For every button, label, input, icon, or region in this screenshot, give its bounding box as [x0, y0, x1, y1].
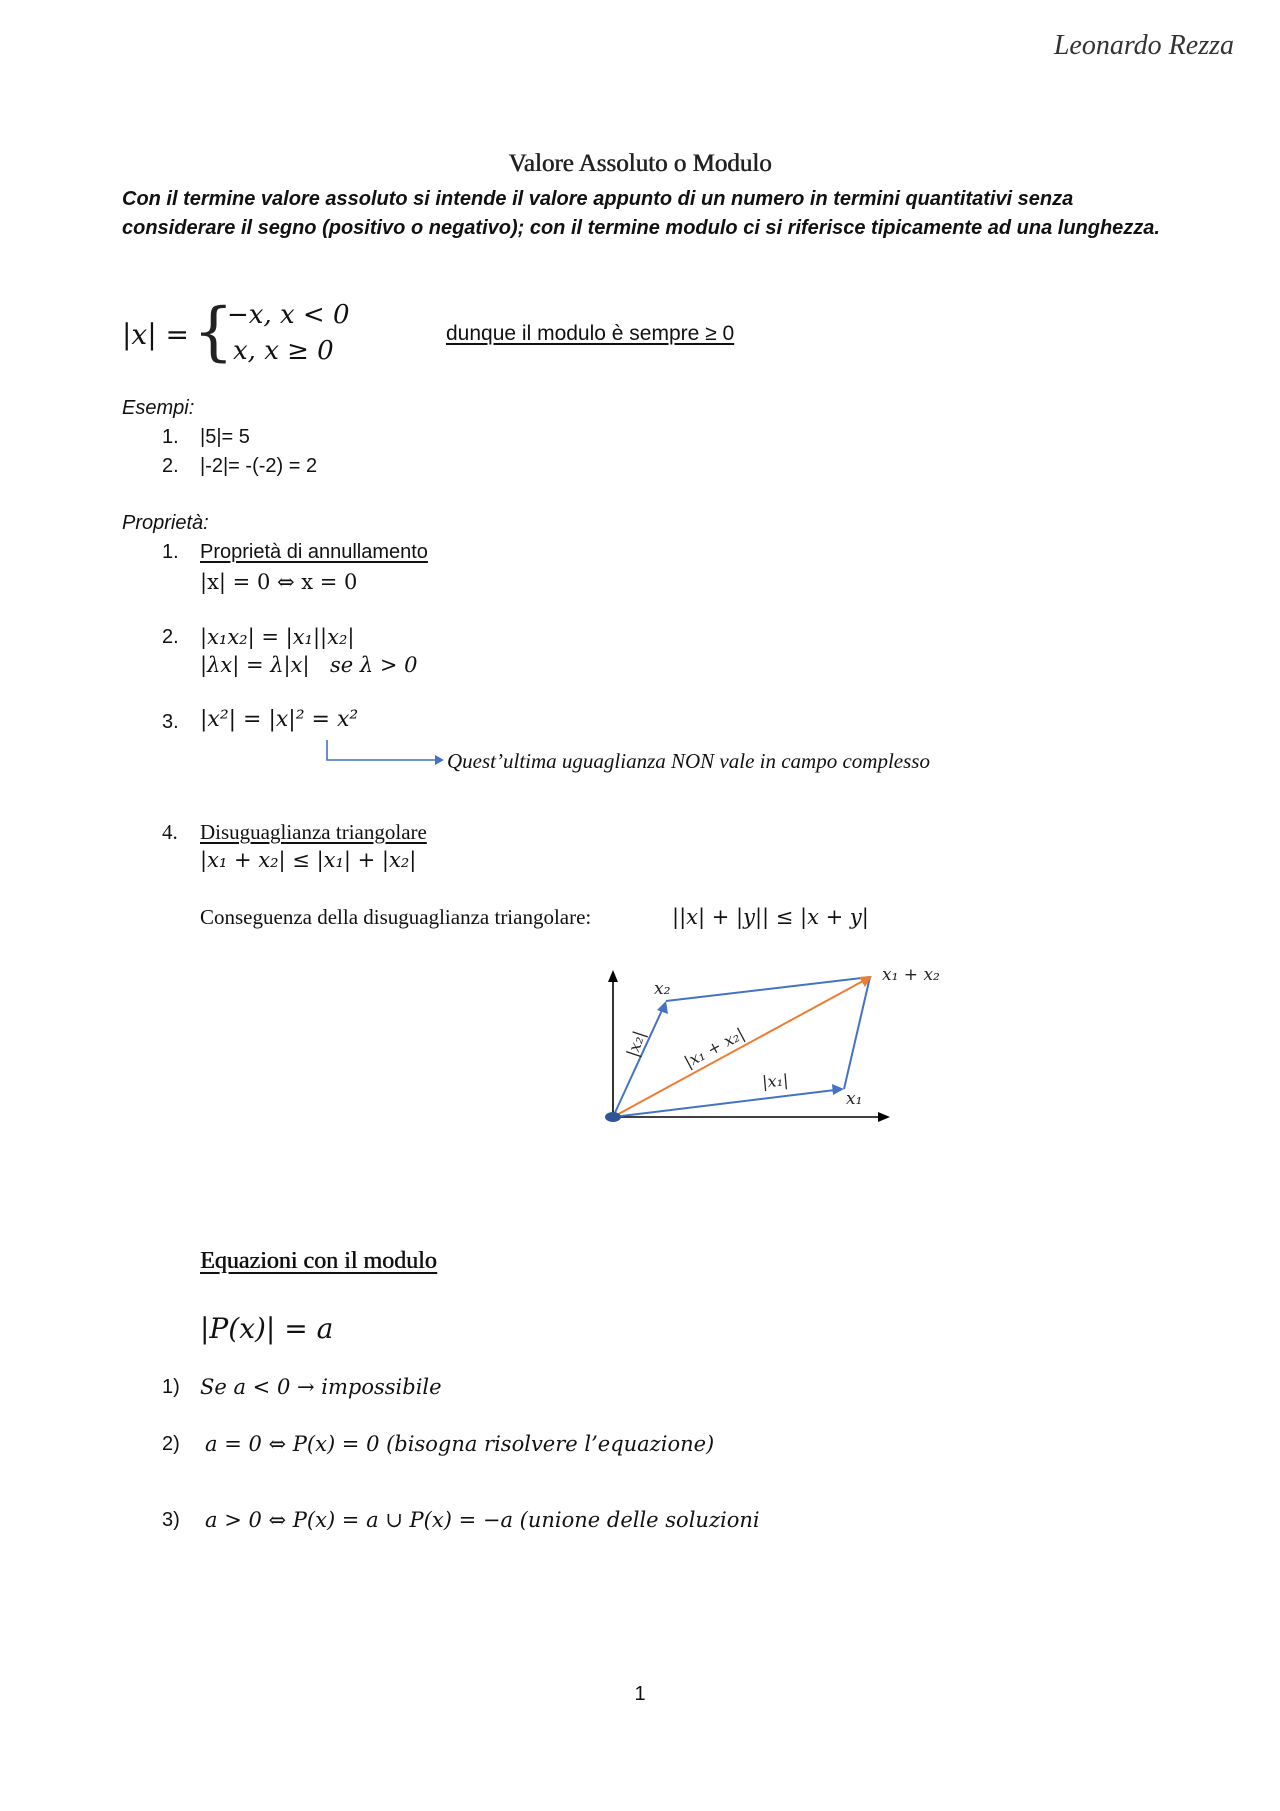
vector-x2-head: [657, 1001, 668, 1014]
example-num-1: 1.: [162, 426, 179, 448]
example-num-2: 2.: [162, 455, 179, 477]
equation-case-3: a > 0 ⇔ P(x) = a ∪ P(x) = −a (unione delle soluzioni: [205, 1508, 760, 1532]
definition-lhs: |x| =: [122, 318, 190, 351]
author-signature: Leonardo Rezza: [1053, 30, 1234, 61]
intro-paragraph: Con il termine valore assoluto si intende il valore appunto di un numero in termini quantitativi senza considerare il segno (positivo o negativo); con il termine modulo ci si riferisce tipicamente ad una lunghezza.: [122, 188, 1160, 239]
label-mod-x2: |x₂|: [622, 1028, 649, 1060]
equation-case-num-2: 2): [162, 1433, 180, 1455]
property-formula-3: |x²| = |x|² = x²: [200, 707, 359, 732]
property-formula-4: |x₁ + x₂| ≤ |x₁| + |x₂|: [200, 848, 417, 872]
vector-x1: [613, 1090, 835, 1117]
consequence-formula: ||x| + |y|| ≤ |x + y|: [672, 905, 869, 929]
property-num-3: 3.: [162, 711, 179, 733]
property-formula-2a: |x₁x₂| = |x₁||x₂|: [200, 625, 355, 649]
label-x2: x₂: [654, 979, 671, 999]
label-mod-x1: |x₁|: [761, 1070, 790, 1092]
example-text-1: |5|= 5: [200, 426, 250, 448]
note-arrow: [320, 738, 445, 768]
property-num-4: 4.: [162, 820, 178, 844]
origin-point: [605, 1112, 621, 1122]
property-num-2: 2.: [162, 626, 179, 648]
vector-sum: [613, 981, 863, 1117]
definition-case-2: x, x ≥ 0: [233, 336, 334, 366]
example-text-2: |-2|= -(-2) = 2: [200, 455, 318, 477]
triangle-inequality-diagram: [580, 950, 980, 1135]
definition-note: dunque il modulo è sempre ≥ 0: [446, 322, 735, 345]
label-x1: x₁: [846, 1089, 863, 1109]
equation-case-num-1: 1): [162, 1376, 180, 1398]
y-axis-arrow: [608, 970, 618, 982]
property-title-4: Disuguaglianza triangolare: [200, 820, 427, 844]
parallelogram-right: [844, 977, 870, 1089]
parallelogram-top: [666, 977, 870, 1001]
property-num-1: 1.: [162, 541, 179, 563]
property-title-1: Proprietà di annullamento: [200, 541, 428, 563]
property-note-3: Quest’ultima uguaglianza NON vale in campo complesso: [447, 749, 930, 773]
properties-label: Proprietà:: [122, 512, 209, 534]
definition-brace: {: [193, 295, 234, 369]
page-number: 1: [634, 1683, 646, 1705]
equation-case-2: a = 0 ⇔ P(x) = 0 (bisogna risolvere l’equazione): [205, 1432, 715, 1456]
x-axis-arrow: [878, 1112, 890, 1122]
equations-main: |P(x)| = a: [200, 1312, 334, 1345]
property-formula-2-cond: se λ > 0: [330, 653, 418, 677]
label-mod-sum: |x₁ + x₂|: [680, 1024, 748, 1072]
equation-case-num-3: 3): [162, 1509, 180, 1531]
equations-heading: Equazioni con il modulo: [200, 1248, 437, 1274]
label-sum: x₁ + x₂: [882, 965, 940, 985]
page-title: Valore Assoluto o Modulo: [508, 150, 772, 177]
property-formula-2b: |λx| = λ|x|: [200, 653, 310, 677]
equation-case-1: Se a < 0 → impossibile: [200, 1375, 442, 1399]
examples-label: Esempi:: [122, 397, 195, 419]
property-formula-1: |x| = 0 ⇔ x = 0: [200, 570, 358, 594]
vector-x1-head: [832, 1084, 844, 1095]
consequence-label: Conseguenza della disuguaglianza triangolare:: [200, 905, 592, 929]
vector-x2: [613, 1008, 663, 1117]
definition-case-1: −x, x < 0: [227, 300, 350, 330]
